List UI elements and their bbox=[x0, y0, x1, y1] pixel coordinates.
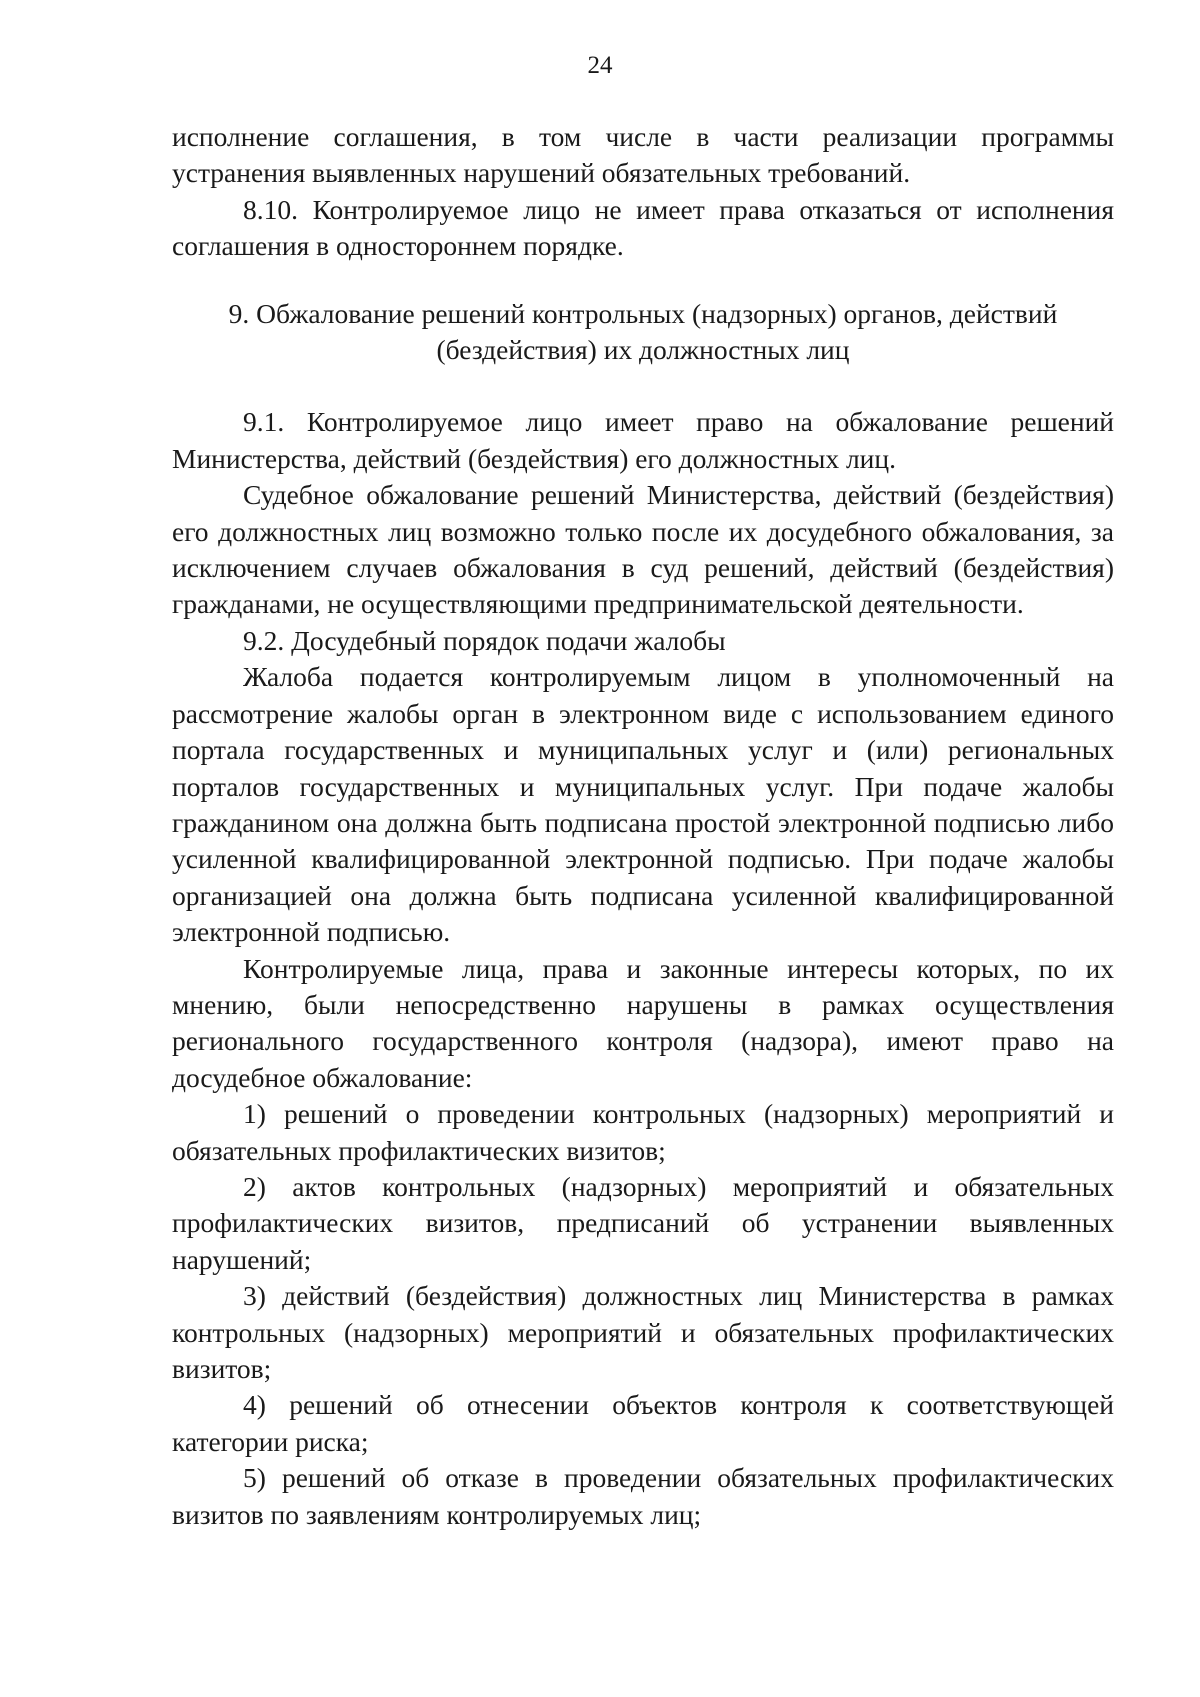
paragraph-complaint-submission: Жалоба подается контролируемым лицом в уполномоченный на рассмотрение жалобы орган в электронном виде с использованием единого портала государственных и муниципальных услуг и (или) региональных порталов государственных и муниципальных услуг. При подаче жалобы гражданином она должна быть подписана простой электронной подписью либо усиленной квалифицированной электронной подписью. При подаче жалобы организацией она должна быть подписана усиленной квалифицированной электронной подписью. bbox=[172, 661, 1114, 948]
list-item-4: 4) решений об отнесении объектов контроля к соответствующей категории риска; bbox=[172, 1389, 1114, 1457]
paragraph-continuation: исполнение соглашения, в том числе в части реализации программы устранения выявленных нарушений обязательных требований. bbox=[172, 121, 1114, 189]
page-number: 24 bbox=[587, 52, 613, 79]
section-heading bbox=[172, 296, 1114, 369]
document-body bbox=[172, 119, 1114, 1533]
paragraph-8-10: 8.10. Контролируемое лицо не имеет права отказаться от исполнения соглашения в одностороннем порядке. bbox=[172, 193, 1114, 262]
section-heading-line-2: (бездействия) их должностных лиц bbox=[436, 334, 850, 366]
paragraph-judicial-appeal: Судебное обжалование решений Министерства, действий (бездействия) его должностных лиц возможно только после их досудебного обжалования, за исключением случаев обжалования в суд решений, действий (бездействия) гражданами, не осуществляющими предпринимательской деятельности. bbox=[172, 479, 1114, 620]
paragraph-9-1: 9.1. Контролируемое лицо имеет право на обжалование решений Министерства, действий (бездействия) его должностных лиц. bbox=[172, 406, 1114, 474]
list-item-3: 3) действий (бездействия) должностных лиц Министерства в рамках контрольных (надзорных) мероприятий и обязательных профилактических визитов; bbox=[172, 1280, 1114, 1384]
list-item-2: 2) актов контрольных (надзорных) мероприятий и обязательных профилактических визитов, предписаний об устранении выявленных нарушений; bbox=[172, 1170, 1114, 1275]
list-item-1: 1) решений о проведении контрольных (надзорных) мероприятий и обязательных профилактических визитов; bbox=[172, 1098, 1114, 1166]
paragraph-9-2: 9.2. Досудебный порядок подачи жалобы bbox=[243, 624, 726, 656]
section-heading-line-1: 9. Обжалование решений контрольных (надзорных) органов, действий bbox=[228, 297, 1058, 329]
list-item-5: 5) решений об отказе в проведении обязательных профилактических визитов по заявлениям контролируемых лиц; bbox=[172, 1462, 1114, 1530]
paragraph-right-to-appeal: Контролируемые лица, права и законные интересы которых, по их мнению, были непосредственно нарушены в рамках осуществления регионального государственного контроля (надзора), имеют право на досудебное обжалование: bbox=[172, 952, 1114, 1093]
